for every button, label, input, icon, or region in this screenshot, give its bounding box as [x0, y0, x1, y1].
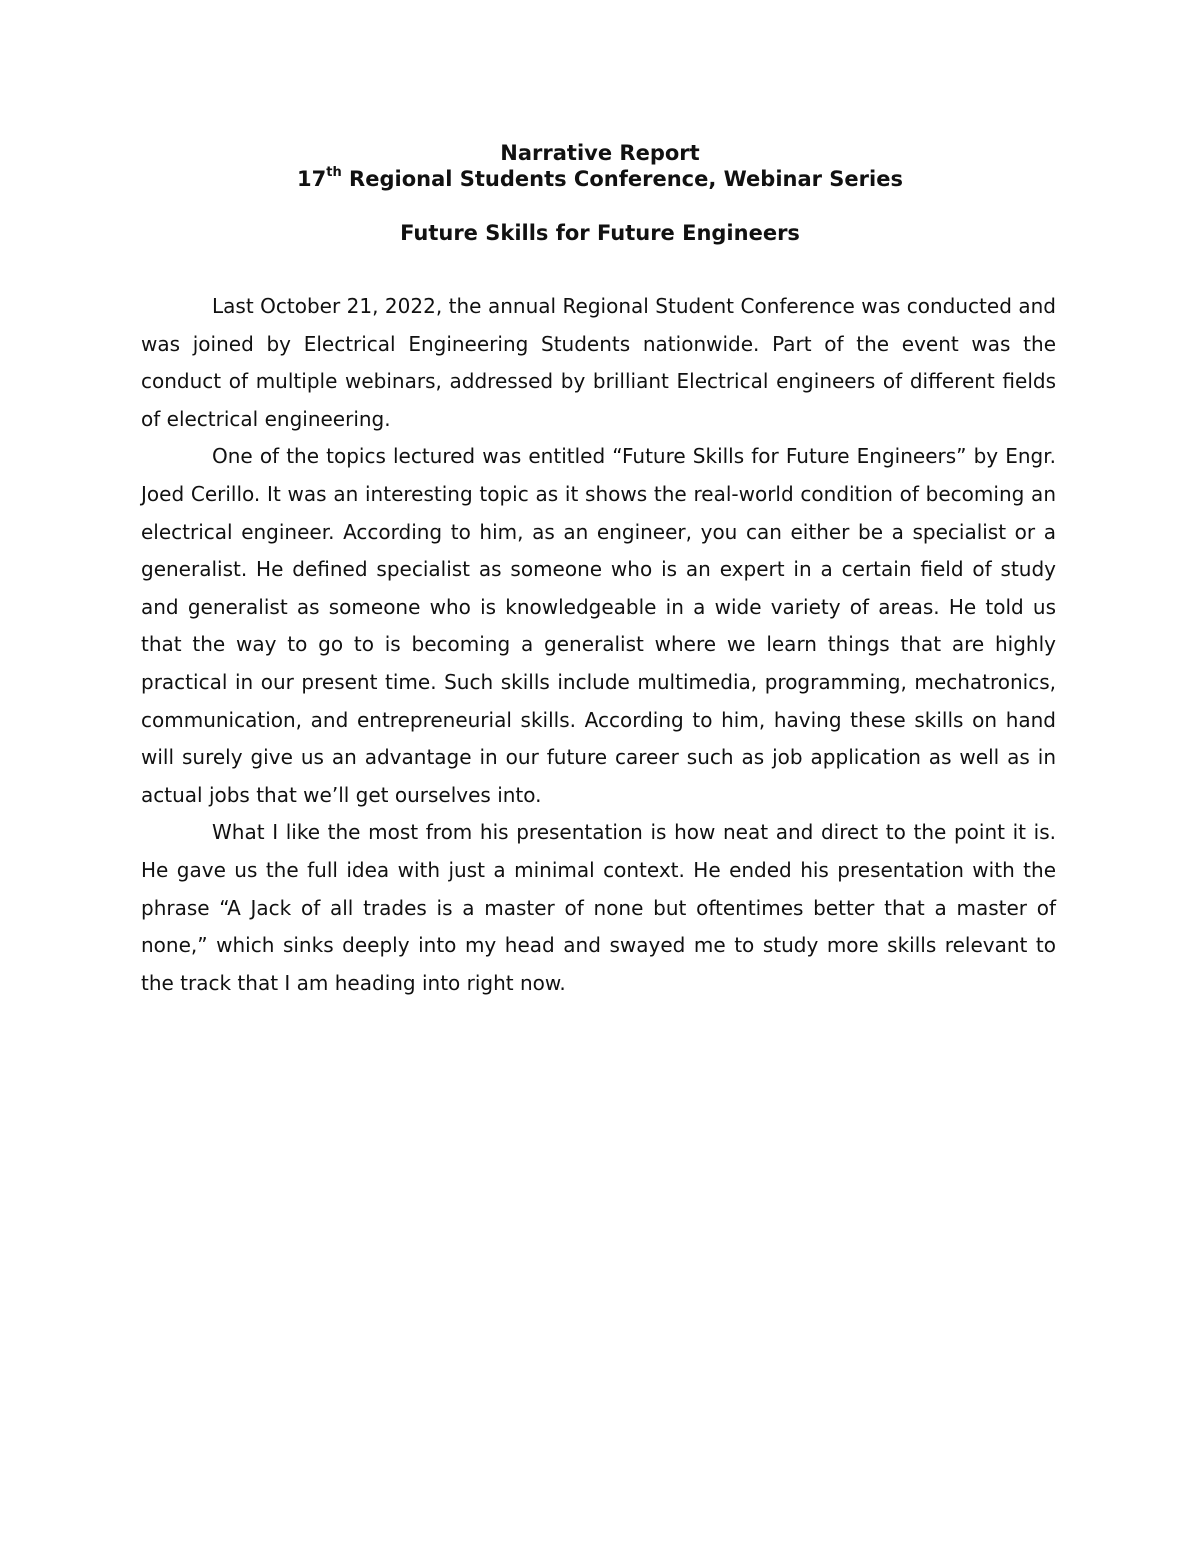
paragraph-1: Last October 21, 2022, the annual Regional Student Conference was conducted and was joined by Electrical Engineering Students nationwide. Part of the event was the conduct of multiple webinars, addressed by brilliant Electrical engineers of different fields of electrical engineering. [141, 294, 1056, 431]
paragraph-3: What I like the most from his presentation is how neat and direct to the point it is. He gave us the full idea with just a minimal context. He ended his presentation with the phrase “A Jack of all trades is a master of none but oftentimes better that a master of none,” which sinks deeply into my head and swayed me to study more skills relevant to the track that I am heading into right now. [141, 820, 1056, 995]
conference-name: Regional Students Conference, Webinar Series [341, 167, 903, 191]
ordinal-suffix: th [326, 165, 342, 180]
document-header [0, 140, 1200, 246]
conference-number: 17 [297, 167, 327, 191]
paragraph-2: One of the topics lectured was entitled “Future Skills for Future Engineers” by Engr. Joed Cerillo. It was an interesting topic as it shows the real-world condition of becoming an electrical engineer. According to him, as an engineer, you can either be a specialist or a generalist. He defined specialist as someone who is an expert in a certain field of study and generalist as someone who is knowledgeable in a wide variety of areas. He told us that the way to go to is becoming a generalist where we learn things that are highly practical in our present time. Such skills include multimedia, programming, mechatronics, communication, and entrepreneurial skills. According to him, having these skills on hand will surely give us an advantage in our future career such as job application as well as in actual jobs that we’ll get ourselves into. [141, 444, 1056, 807]
report-label: Narrative Report [500, 141, 700, 165]
topic-title: Future Skills for Future Engineers [400, 221, 800, 245]
report-body [141, 288, 1056, 1002]
conference-title [0, 166, 1200, 192]
